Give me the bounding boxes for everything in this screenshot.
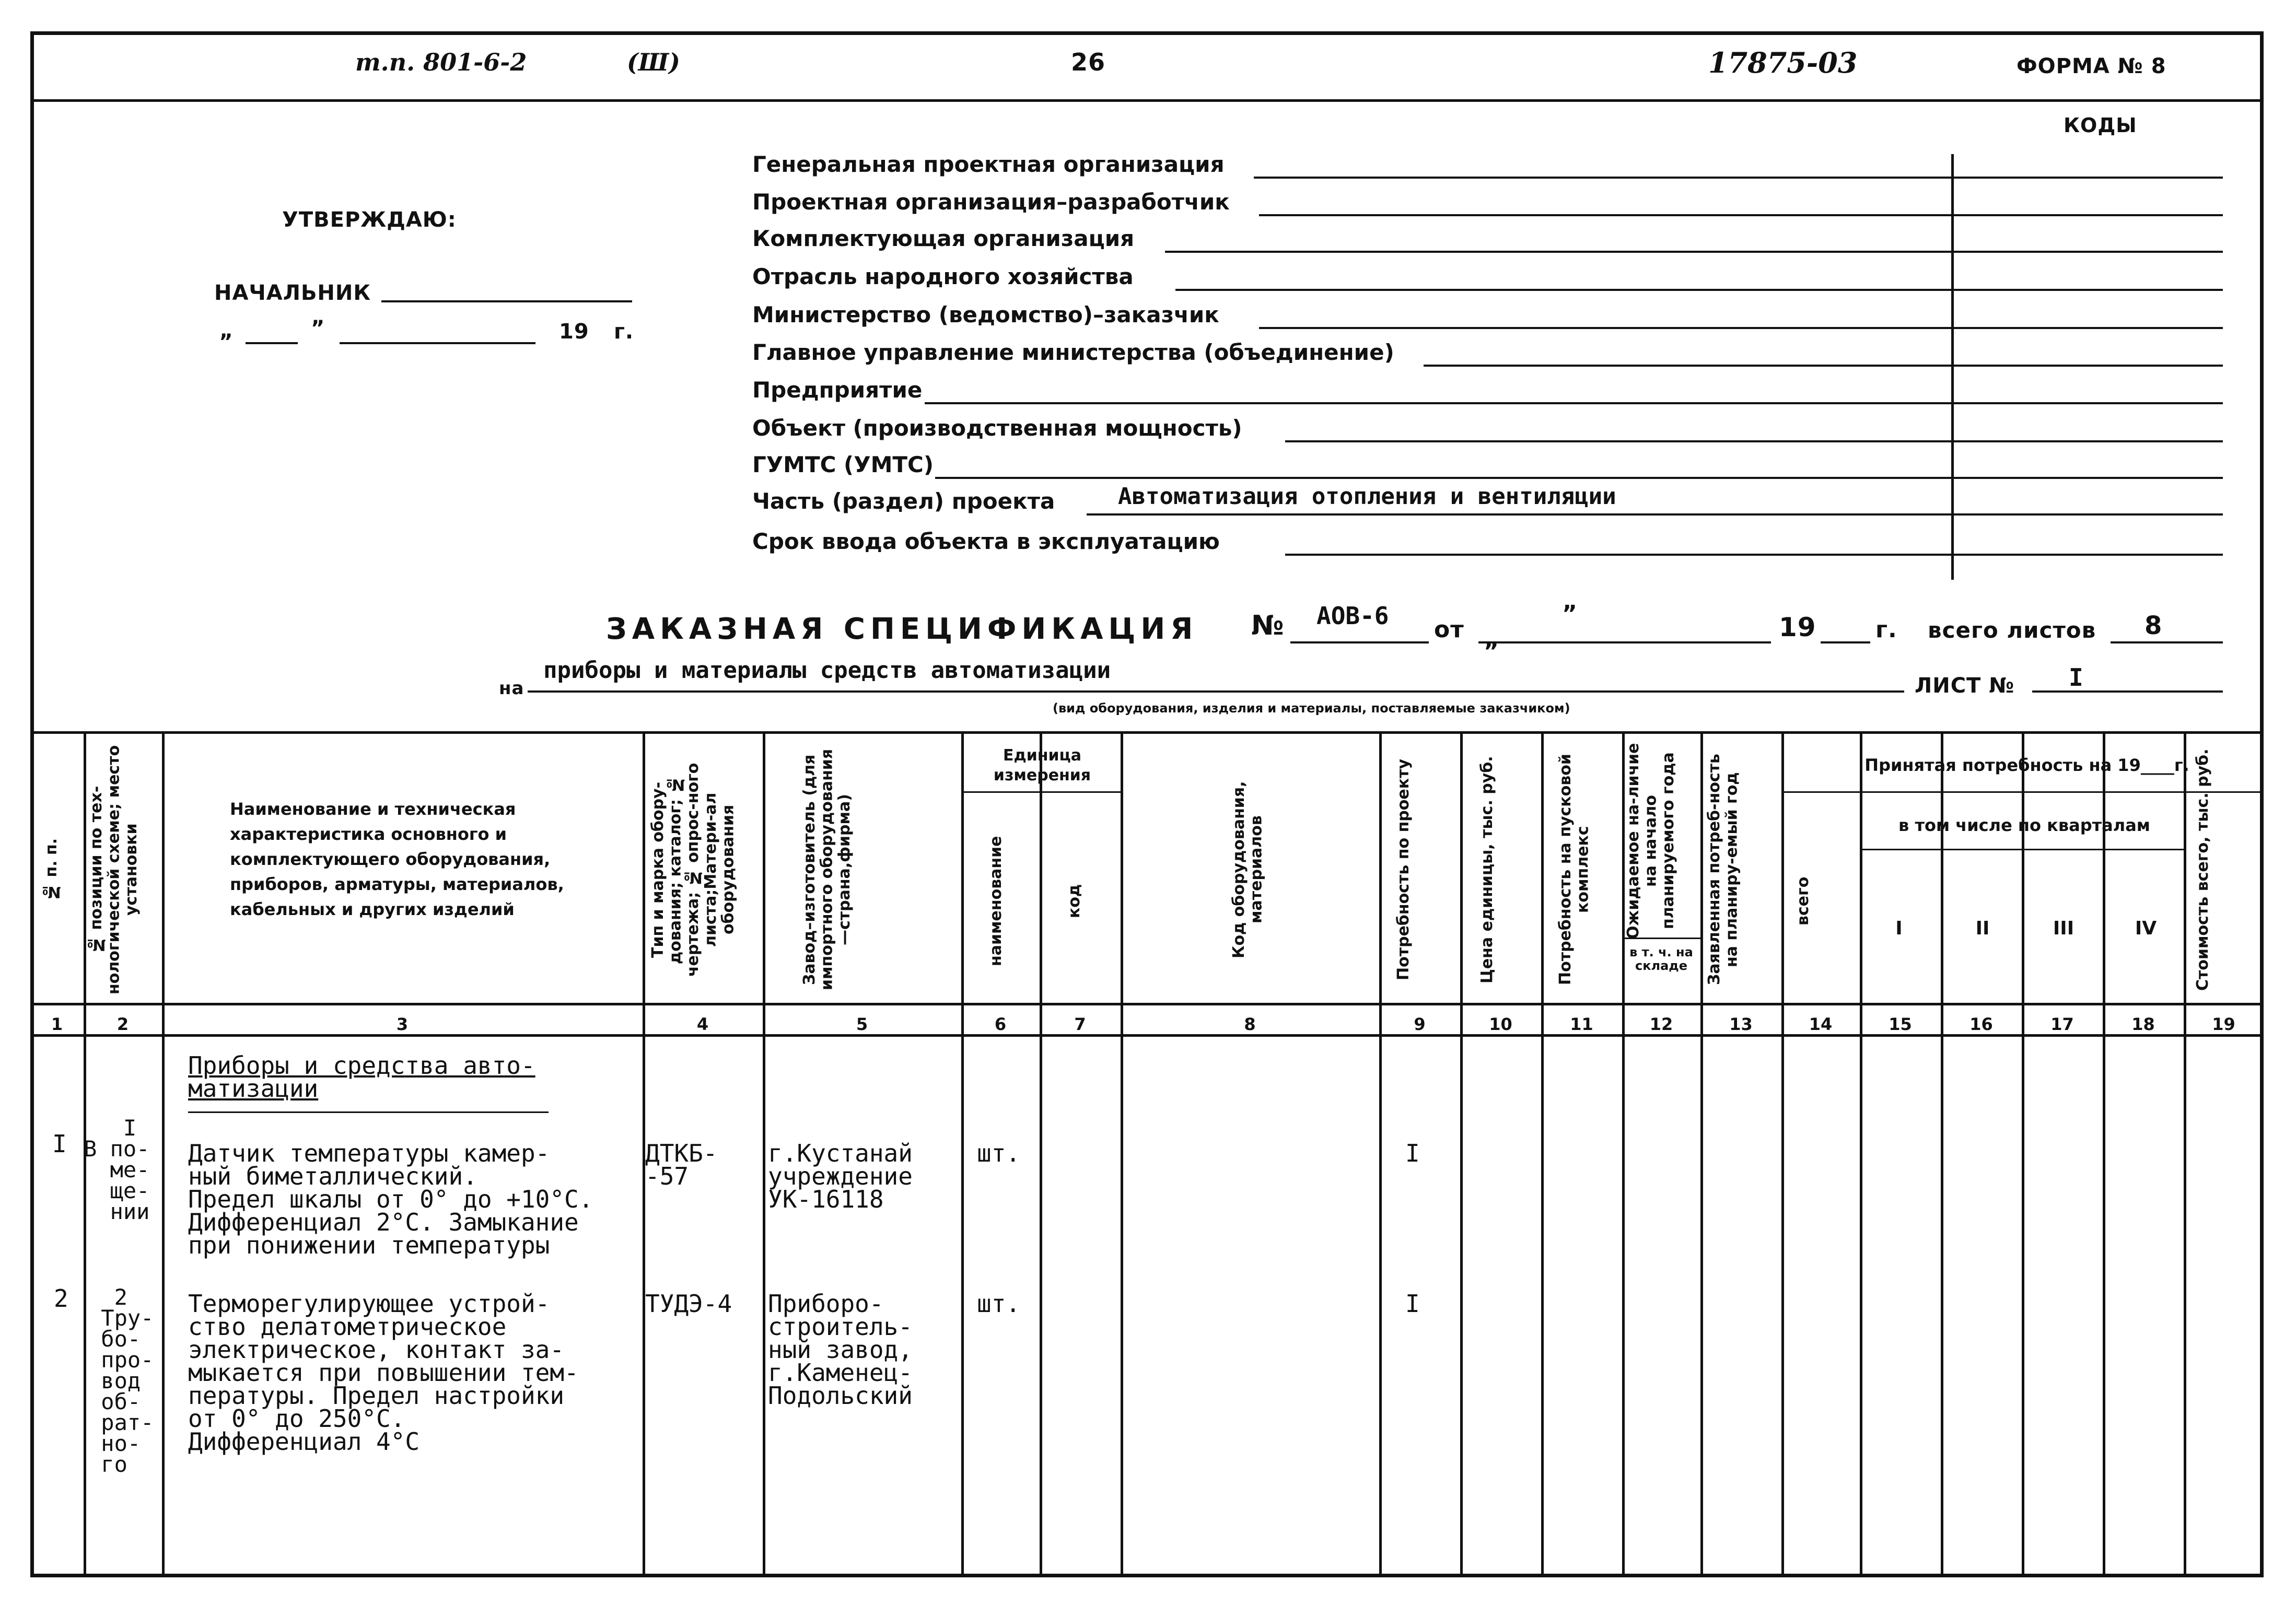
header-col12b: в т. ч. на складе <box>1629 945 1693 974</box>
table-top-line <box>30 731 2264 734</box>
column-line-12 <box>1781 731 1784 1577</box>
header-col7: код <box>1065 884 1083 918</box>
spec-quote-close: ” <box>1484 638 1499 665</box>
header-col19: Стоимость всего, тыс. руб. <box>2194 748 2212 991</box>
row2-position: 2 Тру- бо- про- вод об- рат- но- го <box>101 1284 154 1477</box>
row2-name: Терморегулирующее устрой- ство делатометрическое электрическое, контакт за- мыкается при повышении тем- пературы. Предел настройки от 0° до 250°С. Дифференциал 4°С <box>188 1290 579 1456</box>
col-number-12: 12 <box>1649 1014 1673 1034</box>
codes-label: КОДЫ <box>2064 114 2137 137</box>
col-number-2: 2 <box>116 1014 129 1034</box>
column-line-7 <box>1379 731 1382 1577</box>
spec-total-line <box>2111 641 2223 643</box>
row2-type: ТУДЭ-4 <box>645 1290 732 1318</box>
org-label-0: Генеральная проектная организация <box>752 151 1225 177</box>
org-label-1: Проектная организация–разработчик <box>752 189 1230 215</box>
spec-total-value: 8 <box>2145 611 2163 640</box>
header-col3: Наименование и техническая характеристика основного и комплектующего оборудования, приборов, арматуры, материалов, кабельных и других изделий <box>230 799 564 919</box>
doc-code: 17875-03 <box>1708 46 1858 79</box>
org-underline-5 <box>1424 365 2223 367</box>
org-underline-10 <box>1285 554 2223 556</box>
org-label-10: Срок ввода объекта в эксплуатацию <box>752 529 1220 554</box>
row1-type: ДТКБ- -57 <box>645 1139 718 1190</box>
spec-year-line <box>1821 641 1870 643</box>
spec-on-label: на <box>499 678 525 699</box>
column-line-8 <box>1460 731 1463 1577</box>
col-number-8: 8 <box>1244 1014 1256 1034</box>
spec-total-label: всего листов <box>1928 617 2096 643</box>
row2-unit: шт. <box>977 1290 1021 1318</box>
form-number: ФОРМА № 8 <box>2017 54 2166 78</box>
spec-no-line <box>1290 641 1429 643</box>
header-col5: Завод–изготовитель (для импортного оборудования —страна,фирма) <box>800 748 854 991</box>
org-underline-9 <box>1087 513 2223 516</box>
column-line-1 <box>162 731 165 1577</box>
column-line-3 <box>763 731 765 1577</box>
header-col10: Цена единицы, тыс. руб. <box>1478 756 1496 983</box>
spec-year-prefix: 19 <box>1779 612 1816 642</box>
date-month-line <box>340 342 535 344</box>
col-number-17: 17 <box>2050 1014 2074 1034</box>
org-underline-8 <box>935 477 2223 479</box>
chief-label: НАЧАЛЬНИК <box>214 281 371 305</box>
spec-no-value: АОВ-6 <box>1316 602 1389 630</box>
col-number-11: 11 <box>1570 1014 1593 1034</box>
spec-date-line <box>1478 641 1771 643</box>
col-number-18: 18 <box>2131 1014 2155 1034</box>
column-line-17 <box>2184 731 2186 1577</box>
column-line-13 <box>1860 731 1862 1577</box>
header-accepted-group: Принятая потребность на 19____г. <box>1864 755 2189 775</box>
chief-line <box>381 300 632 302</box>
col-number-9: 9 <box>1414 1014 1426 1034</box>
spec-on-line <box>528 690 1904 693</box>
col-number-15: 15 <box>1889 1014 1912 1034</box>
org-label-8: ГУМТС (УМТС) <box>752 452 934 477</box>
column-line-6 <box>1121 731 1123 1577</box>
row1-unit: шт. <box>977 1139 1021 1167</box>
header-bottom-line <box>30 1003 2264 1005</box>
date-quote-open: „ <box>219 319 234 343</box>
col-number-13: 13 <box>1729 1014 1753 1034</box>
column-line-9 <box>1541 731 1544 1577</box>
org-underline-1 <box>1259 214 2223 216</box>
header-col14: всего <box>1794 876 1812 926</box>
header-col12: Ожидаемое на-личие на начало планируемого года <box>1624 743 1678 939</box>
column-line-16 <box>2103 731 2105 1577</box>
org-label-3: Отрасль народного хозяйства <box>752 264 1134 289</box>
spec-no-label: № <box>1251 610 1285 641</box>
unit-subheader-line <box>961 791 1121 793</box>
org-underline-0 <box>1254 177 2223 179</box>
spec-title: ЗАКАЗНАЯ СПЕЦИФИКАЦИЯ <box>606 612 1198 646</box>
header-col17: III <box>2053 918 2074 939</box>
album-number: (Ш) <box>627 48 680 76</box>
org-underline-3 <box>1175 289 2223 291</box>
column-line-14 <box>1941 731 1943 1577</box>
spec-sheet-label: ЛИСТ № <box>1915 674 2015 698</box>
tp-number: т.п. 801-6-2 <box>355 48 527 76</box>
org-label-2: Комплектующая организация <box>752 226 1135 251</box>
header-col15: I <box>1895 918 1903 939</box>
colnum-bottom-line <box>30 1034 2264 1037</box>
header-col13: Заявленная потреб-ность на планиру-емый год <box>1705 754 1741 986</box>
col-number-4: 4 <box>696 1014 709 1034</box>
row1-number: I <box>52 1130 67 1158</box>
header-col2: № позиции по тех-нологической схеме; место установки <box>87 745 141 994</box>
spec-sheet-value: I <box>2069 663 2083 692</box>
section-underline <box>188 1111 549 1113</box>
page-number: 26 <box>1071 48 1106 76</box>
spec-year-suffix: г. <box>1875 616 1897 643</box>
header-col9: Потребность по проекту <box>1394 758 1413 981</box>
spec-from-label: от <box>1434 616 1464 643</box>
header-col8: Код оборудования, материалов <box>1230 781 1266 958</box>
spec-quote-open: ” <box>1562 601 1578 627</box>
col-number-6: 6 <box>994 1014 1007 1034</box>
row1-position: I В по- ме- ще- нии <box>84 1115 150 1224</box>
row2-maker: Приборо- строитель- ный завод, г.Каменец- Подольский <box>768 1290 913 1410</box>
header-col18: IV <box>2135 918 2157 939</box>
column-line-4 <box>961 731 964 1577</box>
org-underline-6 <box>925 402 2223 404</box>
header-col6: наименование <box>987 836 1005 966</box>
year-suffix: г. <box>614 320 634 344</box>
org-underline-7 <box>1285 440 2223 442</box>
org-underline-4 <box>1259 327 2223 329</box>
col-number-3: 3 <box>396 1014 409 1034</box>
org-underline-2 <box>1165 251 2223 253</box>
header-col11: Потребность на пусковой комплекс <box>1556 754 1592 986</box>
spec-sheet-line <box>2032 690 2223 693</box>
row2-number: 2 <box>54 1284 68 1313</box>
row2-qty: I <box>1405 1290 1420 1318</box>
date-quote-close: ” <box>311 317 325 341</box>
year-prefix: 19 <box>559 320 589 344</box>
spec-on-value: приборы и материалы средств автоматизации <box>543 657 1111 684</box>
header-col16: II <box>1975 918 1990 939</box>
col-number-16: 16 <box>1969 1014 1993 1034</box>
row1-qty: I <box>1405 1139 1420 1167</box>
column-line-15 <box>2022 731 2024 1577</box>
row1-maker: г.Кустанай учреждение УК-16118 <box>768 1139 913 1213</box>
header-col4: Тип и марка обору-дования; каталог; № чертежа; № опрос-ного листа;Матери-ал оборудования <box>649 763 738 977</box>
org-label-9: Часть (раздел) проекта <box>752 488 1055 514</box>
top-divider <box>30 99 2264 102</box>
header-col1: № п. п. <box>42 838 61 901</box>
col-number-5: 5 <box>856 1014 868 1034</box>
col-number-14: 14 <box>1809 1014 1833 1034</box>
section-title: Приборы и средства авто- матизации <box>188 1051 535 1103</box>
accepted-subheader-line <box>1781 791 2264 793</box>
col-number-1: 1 <box>51 1014 63 1034</box>
column-line-11 <box>1700 731 1703 1577</box>
header-quarters-group: в том числе по кварталам <box>1898 815 2150 835</box>
header-unit-group: Единица измерения <box>993 746 1091 784</box>
approve-title: УТВЕРЖДАЮ: <box>282 208 457 232</box>
org-value-9: Автоматизация отопления и вентиляции <box>1118 483 1616 510</box>
quarters-subheader-line <box>1860 849 2184 850</box>
date-day-line <box>246 342 298 344</box>
org-label-7: Объект (производственная мощность) <box>752 415 1242 441</box>
col-number-10: 10 <box>1489 1014 1512 1034</box>
org-label-6: Предприятие <box>752 377 923 403</box>
org-label-4: Министерство (ведомство)–заказчик <box>752 302 1219 327</box>
spec-note: (вид оборудования, изделия и материалы, поставляемые заказчиком) <box>1053 701 1570 716</box>
codes-divider <box>1951 154 1954 580</box>
column-line-5 <box>1040 731 1042 1577</box>
row1-name: Датчик температуры камер- ный биметаллический. Предел шкалы от 0° до +10°С. Дифференциал 2°С. Замыкание при понижении температуры <box>188 1139 593 1259</box>
col-number-7: 7 <box>1074 1014 1086 1034</box>
col-number-19: 19 <box>2212 1014 2235 1034</box>
org-label-5: Главное управление министерства (объединение) <box>752 339 1394 365</box>
